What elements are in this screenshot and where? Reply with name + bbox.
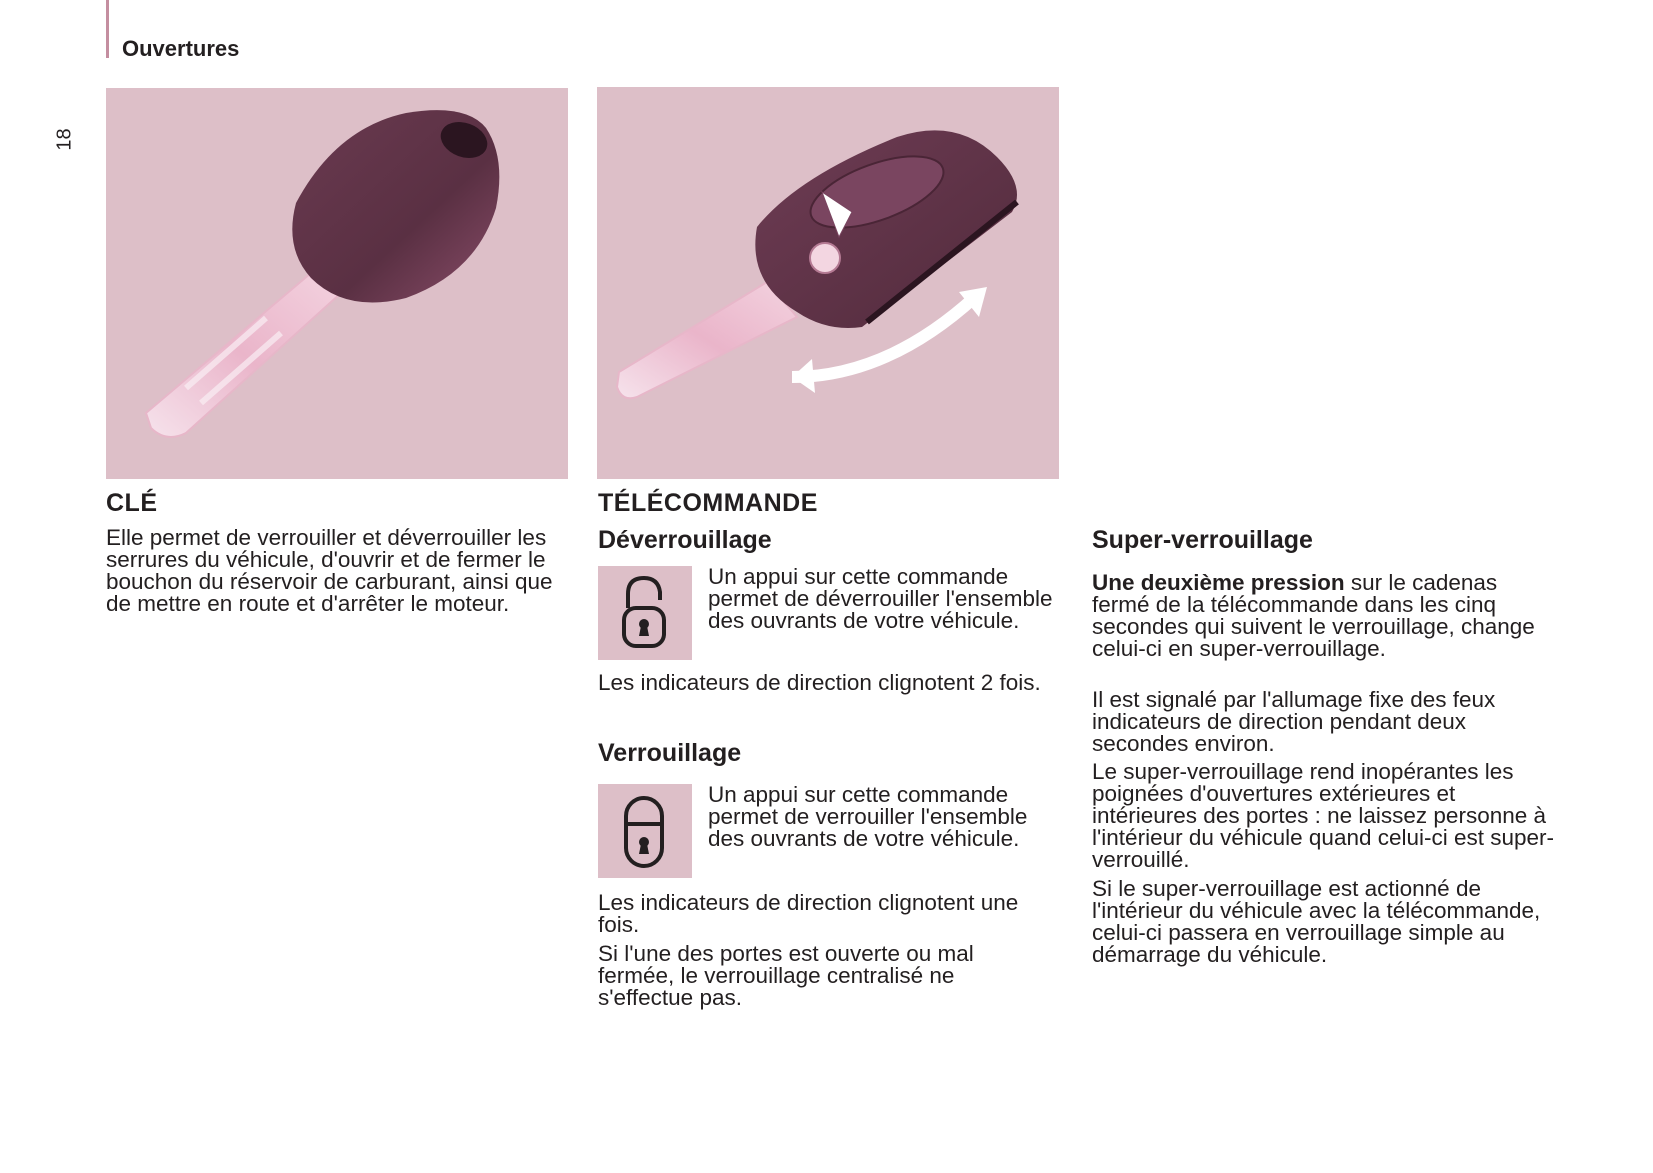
header-accent-bar [106, 0, 109, 58]
verrouillage-note-2: Si l'une des portes est ouverte ou mal fermée, le verrouillage centralisé ne s'effectue pas. [598, 941, 974, 1010]
super-verrouillage-p1-bold: Une deuxième pression [1092, 570, 1345, 595]
section-title: Ouvertures [122, 36, 240, 61]
key-drawing [106, 88, 568, 479]
remote-illustration [597, 87, 1059, 479]
locked-padlock-icon [598, 784, 692, 878]
verrouillage-title: Verrouillage [598, 739, 742, 767]
telecommande-title: TÉLÉCOMMANDE [598, 489, 818, 517]
unlocked-padlock-icon [598, 566, 692, 660]
super-verrouillage-p1-rest: sur le cadenas fermé de la télécommande dans les cinq secondes qui suivent le verrouillage, change celui-ci en super-verrouillage. [1092, 570, 1535, 661]
super-verrouillage-p2: Il est signalé par l'allumage fixe des feux indicateurs de direction pendant deux secondes environ. [1092, 687, 1496, 756]
key-illustration [106, 88, 568, 479]
verrouillage-text: Un appui sur cette commande permet de verrouiller l'ensemble des ouvrants de votre véhicule. [708, 782, 1028, 851]
remote-drawing [597, 87, 1059, 479]
super-verrouillage-title: Super-verrouillage [1092, 526, 1313, 554]
super-verrouillage-p4: Si le super-verrouillage est actionné de l'intérieur du véhicule avec la télécommande, celui-ci passera en verrouillage simple au démarrage du véhicule. [1092, 876, 1541, 967]
page-number: 18 [53, 128, 76, 151]
super-verrouillage-p1 [1092, 572, 1554, 660]
super-verrouillage-p3: Le super-verrouillage rend inopérantes les poignées d'ouvertures extérieures et intérieures des portes : ne laissez personne à l'intérieur du véhicule quand celui-ci est super-verrouillé. [1092, 759, 1555, 872]
verrouillage-note-1: Les indicateurs de direction clignotent une fois. [598, 890, 1019, 937]
deverrouillage-note: Les indicateurs de direction clignotent 2 fois. [598, 670, 1041, 695]
deverrouillage-title: Déverrouillage [598, 526, 772, 554]
cle-text: Elle permet de verrouiller et déverrouiller les serrures du véhicule, d'ouvrir et de fermer le bouchon du réservoir de carburant, ainsi que de mettre en route et d'arrêter le moteur. [106, 525, 553, 616]
deverrouillage-text: Un appui sur cette commande permet de déverrouiller l'ensemble des ouvrants de votre véhicule. [708, 564, 1053, 633]
cle-title: CLÉ [106, 489, 158, 517]
